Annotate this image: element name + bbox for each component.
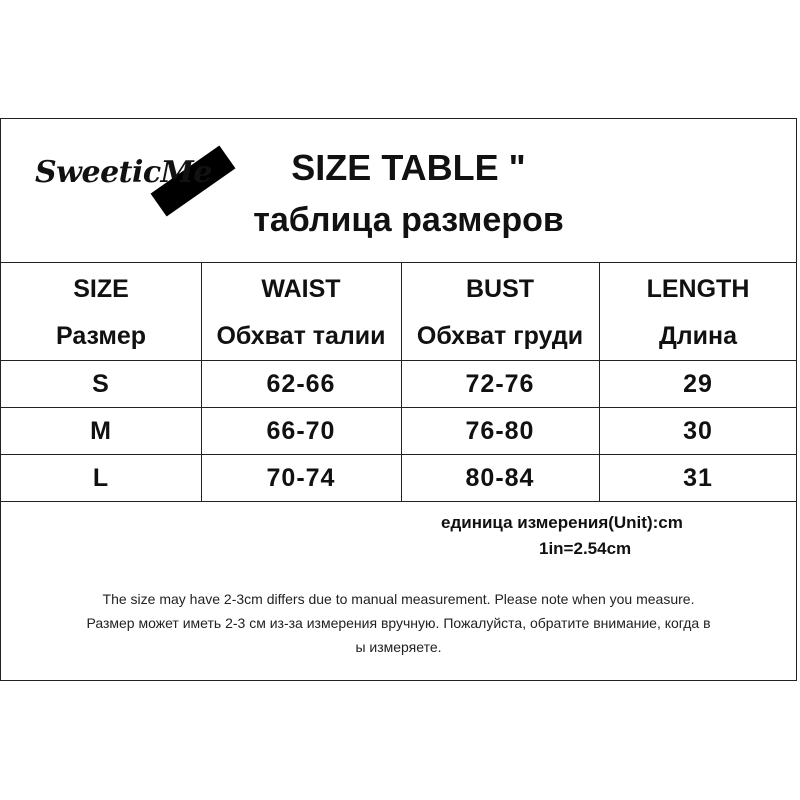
note-russian-line2: ы измеряете.: [355, 639, 442, 655]
divider-header: [1, 360, 796, 361]
header-bust-en: BUST: [465, 275, 535, 303]
row-l-size: L: [92, 464, 110, 492]
divider-row-l: [1, 501, 796, 502]
divider-title: [1, 262, 796, 263]
size-chart-frame: [0, 118, 797, 681]
divider-row-s: [1, 407, 796, 408]
header-length-en: LENGTH: [646, 275, 750, 303]
row-l-length: 31: [683, 464, 713, 492]
header-waist-en: WAIST: [261, 275, 341, 303]
row-l-waist: 70-74: [266, 464, 336, 492]
note-english: The size may have 2-3cm differs due to manual measurement. Please note when you measure.: [102, 591, 695, 607]
row-l-bust: 80-84: [465, 464, 535, 492]
header-length-ru: Длина: [658, 322, 738, 350]
row-m-bust: 76-80: [465, 417, 535, 445]
brand-name: SweeticMe: [35, 155, 212, 190]
row-s-length: 29: [683, 370, 713, 398]
header-size-ru: Размер: [55, 322, 147, 350]
row-s-waist: 62-66: [266, 370, 336, 398]
page-title: SIZE TABLE ": [291, 147, 526, 188]
unit-note: единица измерения(Unit):cm: [441, 513, 683, 532]
header-size-en: SIZE: [73, 275, 129, 303]
page-subtitle: таблица размеров: [253, 201, 564, 239]
row-m-size: M: [90, 417, 112, 445]
conversion-note: 1in=2.54cm: [539, 539, 632, 558]
row-m-length: 30: [683, 417, 713, 445]
header-bust-ru: Обхват груди: [416, 322, 584, 350]
note-russian-line1: Размер может иметь 2-3 см из-за измерения вручную. Пожалуйста, обратите внимание, когда в: [86, 615, 711, 631]
header-waist-ru: Обхват талии: [216, 322, 386, 350]
row-s-bust: 72-76: [465, 370, 535, 398]
row-m-waist: 66-70: [266, 417, 336, 445]
divider-row-m: [1, 454, 796, 455]
row-s-size: S: [92, 370, 110, 398]
